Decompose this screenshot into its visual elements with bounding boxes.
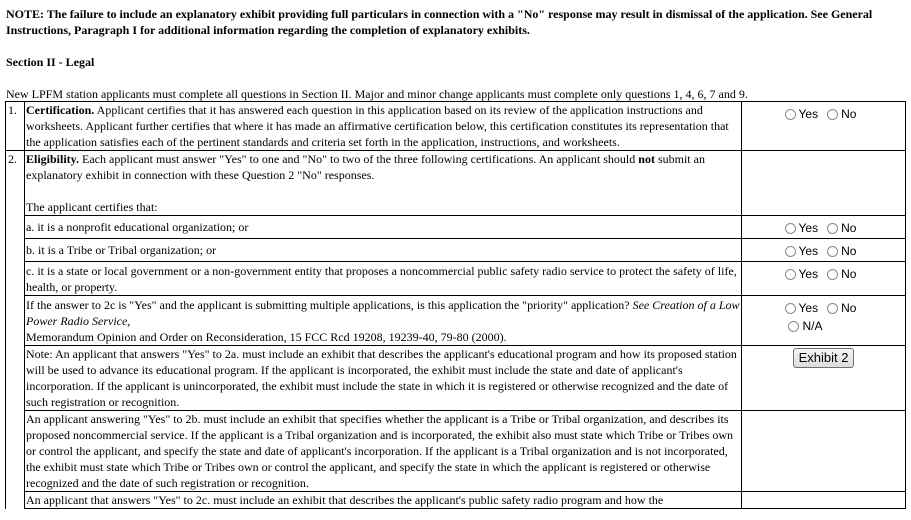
priority-yes-radio[interactable]	[785, 303, 796, 314]
na-label: N/A	[802, 319, 823, 333]
question-2c-response	[742, 262, 906, 296]
section-intro: New LPFM station applicants must complete all questions in Section II. Major and minor change applicants must complete only questions 1, 4, 6, 7 and 9.	[6, 87, 748, 101]
question-2b-text: b. it is a Tribe or Tribal organization; or	[25, 239, 742, 262]
yes-label: Yes	[798, 107, 819, 121]
priority-citation: Memorandum Opinion and Order on Reconsideration, 15 FCC Rcd 19208, 19239-40, 79-80 (2000).	[26, 330, 507, 344]
no-label: No	[841, 301, 857, 315]
section-title: Section II - Legal	[6, 55, 95, 69]
priority-no-radio[interactable]	[827, 303, 838, 314]
yes-label: Yes	[798, 244, 819, 258]
question-2b-response	[742, 239, 906, 262]
yes-label: Yes	[798, 267, 819, 281]
question-body-cont: submit an explanatory exhibit in connection with these Question 2 "No" responses.	[26, 152, 705, 182]
exhibit-cell	[742, 346, 906, 411]
question-1-response	[742, 102, 906, 151]
question-1-row	[6, 102, 906, 151]
q2c-yes-radio[interactable]	[785, 269, 796, 280]
q2b-no-radio[interactable]	[827, 246, 838, 257]
empty-response-cell	[742, 492, 906, 509]
empty-response-cell	[742, 411, 906, 492]
note-2b-row	[6, 411, 906, 492]
priority-na-radio[interactable]	[788, 321, 799, 332]
q2b-yes-radio[interactable]	[785, 246, 796, 257]
no-label: No	[841, 107, 857, 121]
q2c-no-radio[interactable]	[827, 269, 838, 280]
question-body: Each applicant must answer "Yes" to one and "No" to two of the three following certifications. An applicant should	[79, 152, 639, 166]
exhibit-2-button[interactable]: Exhibit 2	[793, 348, 855, 368]
question-2c-row	[6, 262, 906, 296]
question-2-row	[6, 151, 906, 216]
exhibit-note: NOTE: The failure to include an explanatory exhibit providing full particulars in connection with a "No" response may result in dismissal of the application. See General Instructions, Paragraph I for additional information regarding the completion of explanatory exhibits.	[6, 7, 873, 37]
question-2b-row	[6, 239, 906, 262]
no-label: No	[841, 244, 857, 258]
question-heading: Eligibility.	[26, 152, 80, 166]
q2a-no-radio[interactable]	[827, 223, 838, 234]
priority-citation-title: See Creation of a Low Power Radio Service,	[26, 298, 740, 328]
note-2c-text: An applicant that answers "Yes" to 2c. must include an exhibit that describes the applicant's public safety radio program and how the	[25, 492, 742, 509]
no-label: No	[841, 221, 857, 235]
question-body: Applicant certifies that it has answered each question in this application based on its review of the application instructions and worksheets. Applicant further certifies that where it has made an affirmative certification below, this certification constitutes its representation that the application satisfies each of the pertinent standards and criteria set forth in the application, instructions, and worksheets.	[26, 103, 729, 149]
question-1-text	[25, 102, 742, 151]
question-heading: Certification.	[26, 103, 95, 117]
question-number: 2.	[6, 151, 25, 216]
priority-response	[742, 296, 906, 346]
question-2a-text: a. it is a nonprofit educational organization; or	[25, 216, 742, 239]
q2a-yes-radio[interactable]	[785, 223, 796, 234]
empty-response-cell	[742, 151, 906, 216]
certifies-label: The applicant certifies that:	[26, 200, 158, 214]
q1-yes-radio[interactable]	[785, 109, 796, 120]
question-2a-response	[742, 216, 906, 239]
no-label: No	[841, 267, 857, 281]
note-2a-row	[6, 346, 906, 411]
yes-label: Yes	[798, 301, 819, 315]
q1-no-radio[interactable]	[827, 109, 838, 120]
note-2a-text: Note: An applicant that answers "Yes" to 2a. must include an exhibit that describes the applicant's educational program and how its proposed station will be used to advance its educational program. If the applicant is incorporated, the exhibit must include the state and date of applicant's incorporation. If the applicant is unincorporated, the exhibit must include the state in which it is registered or otherwise recognized and the date of such registration or recognition.	[25, 346, 742, 411]
question-2a-row	[6, 216, 906, 239]
priority-row	[6, 296, 906, 346]
priority-question: If the answer to 2c is "Yes" and the applicant is submitting multiple applications, is this application the "priority" application?	[26, 298, 633, 312]
question-number: 1.	[6, 102, 25, 151]
yes-label: Yes	[798, 221, 819, 235]
question-2c-text: c. it is a state or local government or a non-government entity that proposes a noncommercial public safety radio service to protect the safety of life, health, or property.	[25, 262, 742, 296]
question-2-text	[25, 151, 742, 216]
legal-questions-table	[5, 101, 906, 509]
note-2c-row	[6, 492, 906, 509]
emphasis-not: not	[638, 152, 655, 166]
note-2b-text: An applicant answering "Yes" to 2b. must include an exhibit that specifies whether the applicant is a Tribe or Tribal organization, and describes its proposed noncommercial service. If the applicant is a Tribal organization and is incorporated, the exhibit also must state which Tribe or Tribes own or control the applicant, and specify the state and date of applicant's incorporation. If the applicant is a Tribal organization and is not incorporated, the exhibit must state which Tribe or Tribes own or control the applicant, and specify the state in which the applicant is registered or otherwise recognized and the date of such registration or recognition.	[25, 411, 742, 492]
priority-question-text	[25, 296, 742, 346]
